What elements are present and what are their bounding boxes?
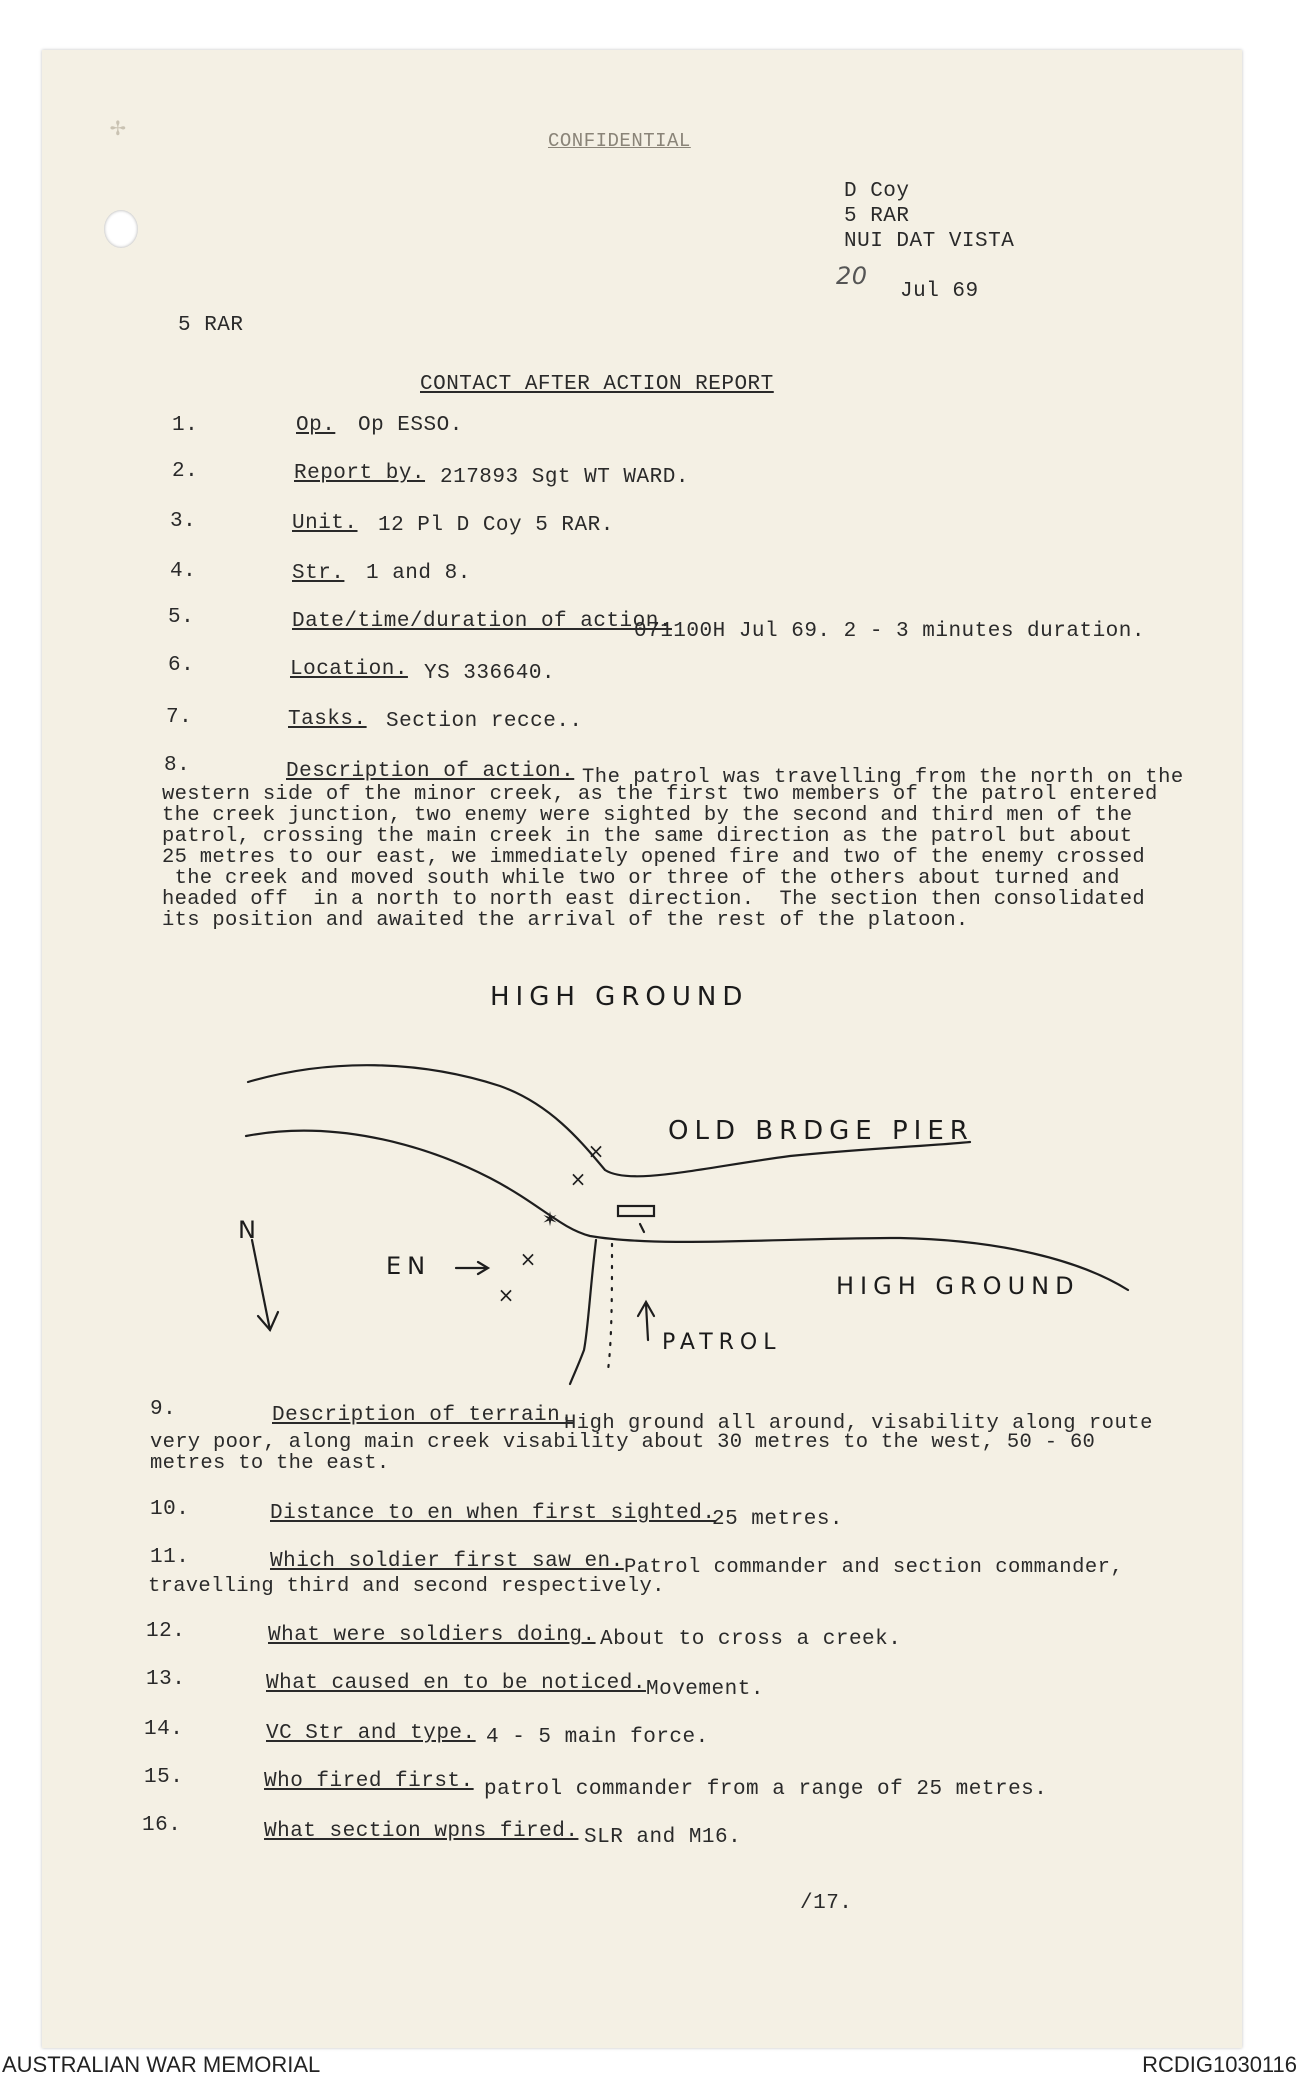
footer-id: RCDIG1030116 [1142,2052,1297,2077]
item-number: 10. [150,1498,190,1521]
item-value: Op ESSO. [358,414,463,437]
item-label: What were soldiers doing. [268,1624,596,1647]
enemy-mark: × [497,1283,515,1307]
item-label: What section wpns fired. [264,1820,579,1843]
item-number: 6. [168,654,195,677]
item-value: 217893 Sgt WT WARD. [440,466,689,489]
action-line: headed off in a north to north east direction. The section then consolidated [162,888,1145,911]
item-value: 071100H Jul 69. 2 - 3 minutes duration. [634,620,1145,643]
item-label: Location. [290,658,408,681]
item-value: 12 Pl D Coy 5 RAR. [378,514,614,537]
item-value-continued: travelling third and second respectively. [148,1575,665,1598]
item-label: Which soldier first saw en. [270,1550,624,1573]
item-value: Patrol commander and section commander, [624,1556,1124,1579]
from-line-1: D Coy [844,180,910,203]
item-label: Description of action. [286,760,575,783]
terrain-line: very poor, along main creek visability about 30 metres to the west, 50 - 60 [150,1431,1096,1454]
item-number: 14. [144,1718,184,1741]
action-line: the creek and moved south while two or three of the others about turned and [162,867,1120,890]
action-line: western side of the minor creek, as the first two members of the patrol entered [162,783,1158,806]
action-line: the creek junction, two enemy were sighted by the second and third men of the [162,804,1133,827]
report-title: CONTACT AFTER ACTION REPORT [420,373,774,396]
pier-tick [640,1224,644,1232]
date-day-handwritten: 20 [836,262,868,290]
item-label: Str. [292,562,345,585]
creek-bank-lower [246,1131,1128,1290]
item-label: Distance to en when first sighted. [270,1502,716,1525]
addressee: 5 RAR [178,314,244,337]
sketch-label-patrol: PATROL [662,1330,782,1355]
item-number: 13. [146,1668,186,1691]
item-label: Unit. [292,512,358,535]
item-value: About to cross a creek. [600,1628,902,1651]
contact-point-mark: ✶ [541,1207,559,1231]
bridge-pier-mark [618,1206,654,1216]
item-number: 7. [166,706,193,729]
minor-creek [570,1240,596,1384]
item-value: 1 and 8. [366,562,471,585]
item-number: 16. [142,1814,182,1837]
sketch-label-enemy: EN [386,1252,432,1280]
item-label: Op. [296,414,336,437]
enemy-mark: × [587,1139,605,1163]
action-first-line: The patrol was travelling from the north on the [582,766,1184,789]
north-arrow-shaft [252,1240,270,1330]
from-line-2: 5 RAR [844,205,910,228]
staple-mark: ✢ [110,113,126,143]
item-number: 5. [168,606,195,629]
item-value: Section recce.. [386,710,583,733]
from-line-3: NUI DAT VISTA [844,230,1015,253]
action-line: patrol, crossing the main creek in the same direction as the patrol but about [162,825,1133,848]
item-number: 12. [146,1620,186,1643]
item-value: YS 336640. [424,662,556,685]
item-number: 9. [150,1398,177,1421]
item-label: Description of terrain. [272,1404,574,1427]
item-number: 15. [144,1766,184,1789]
item-value: 25 metres. [712,1508,844,1531]
item-number: 1. [172,414,199,437]
action-line: its position and awaited the arrival of the rest of the platoon. [162,909,969,932]
footer-source: AUSTRALIAN WAR MEMORIAL [2,2052,321,2077]
item-value: SLR and M16. [584,1826,742,1849]
item-value: Movement. [646,1678,764,1701]
date-month-year: Jul 69 [900,280,979,303]
next-page-marker: /17. [800,1892,853,1915]
classification-stamp: CONFIDENTIAL [548,130,691,152]
item-label: VC Str and type. [266,1722,476,1745]
patrol-arrow-shaft [646,1304,648,1340]
item-label: Who fired first. [264,1770,474,1793]
enemy-mark: × [519,1247,537,1271]
sketch-label-north: N [238,1216,262,1244]
item-label: Date/time/duration of action. [292,610,672,633]
item-label: Report by. [294,462,426,485]
sketch-label-high-ground-top: HIGH GROUND [490,982,749,1012]
item-label: Tasks. [288,708,367,731]
item-number: 8. [164,754,191,777]
terrain-line: metres to the east. [150,1452,390,1475]
item-value: patrol commander from a range of 25 metres. [484,1778,1048,1801]
item-number: 11. [150,1546,190,1569]
sketch-label-old-bridge-pier: OLD BRDGE PIER [668,1116,974,1146]
action-line: 25 metres to our east, we immediately opened fire and two of the enemy crossed [162,846,1145,869]
terrain-first-line: High ground all around, visability along route [564,1412,1153,1435]
patrol-route [608,1244,612,1370]
item-number: 3. [170,510,197,533]
sketch-label-high-ground-right: HIGH GROUND [836,1272,1080,1300]
item-value: 4 - 5 main force. [486,1726,709,1749]
item-number: 4. [170,560,197,583]
item-number: 2. [172,460,199,483]
enemy-mark: × [569,1167,587,1191]
item-label: What caused en to be noticed. [266,1672,646,1695]
